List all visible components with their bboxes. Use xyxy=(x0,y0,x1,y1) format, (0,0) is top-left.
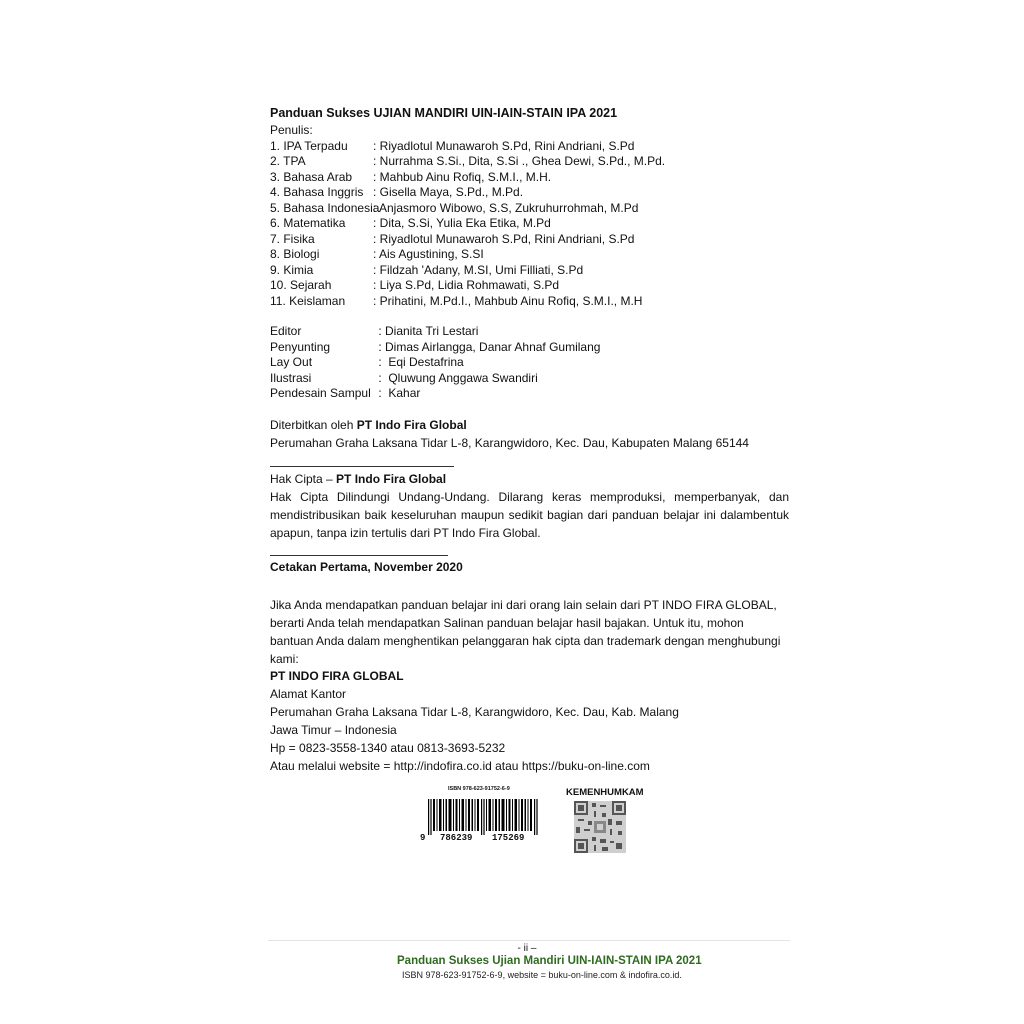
credit-row xyxy=(270,371,600,387)
credit-name: : Eqi Destafrina xyxy=(375,355,464,369)
author-subject: 5. Bahasa Indonesia xyxy=(270,200,380,215)
author-names: : Ais Agustining, S.SI xyxy=(373,247,484,261)
author-row xyxy=(270,185,665,201)
isbn-barcode xyxy=(420,786,540,846)
author-subject: 2. TPA xyxy=(270,154,306,168)
edition: Cetakan Pertama, November 2020 xyxy=(270,560,463,574)
credit-role: Editor xyxy=(270,324,302,338)
author-names: : Fildzah 'Adany, M.SI, Umi Filliati, S.Pd xyxy=(373,262,584,277)
author-subject: 4. Bahasa Inggris xyxy=(270,185,364,199)
author-row xyxy=(270,278,665,294)
contact-company: PT INDO FIRA GLOBAL xyxy=(270,669,404,683)
author-names: : Riyadlotul Munawaroh S.Pd, Rini Andriani, S.Pd xyxy=(373,138,635,153)
credit-role: Ilustrasi xyxy=(270,370,312,385)
qr-code-icon xyxy=(574,801,626,853)
credit-row xyxy=(270,324,600,340)
penulis-heading xyxy=(270,123,665,139)
barcode-bars xyxy=(428,799,540,835)
author-row xyxy=(270,263,665,279)
credit-row xyxy=(270,386,600,402)
copyright-name: PT Indo Fira Global xyxy=(336,472,447,486)
credit-role: Penyunting xyxy=(270,339,331,354)
author-subject: 10. Sejarah xyxy=(270,278,332,292)
warning-text: Jika Anda mendapatkan panduan belajar ini dari orang lain selain dari PT INDO FIRA GLOBAL, berarti Anda telah mendapatkan Salinan panduan belajar hasil bajakan. Untuk itu, mohon bantuan Anda dalam menghentikan pelanggaran hak cipta dan trademark dengan menghubungi kami: xyxy=(270,598,781,666)
page-number: - ii – xyxy=(517,943,537,954)
copyright-line xyxy=(270,472,446,487)
kemenhumkam-label: KEMENHUMKAM xyxy=(566,787,644,798)
copyright-label: Hak Cipta – xyxy=(270,472,337,486)
website: Atau melalui website = http://indofira.co.id atau https://buku-on-line.com xyxy=(270,759,650,773)
author-names: : Prihatini, M.Pd.I., Mahbub Ainu Rofiq, S.M.I., M.H xyxy=(373,293,643,308)
publisher-line xyxy=(270,418,467,433)
author-subject: 1. IPA Terpadu xyxy=(270,138,348,153)
barcode-isbn-label: ISBN 978-623-91752-6-9 xyxy=(448,786,510,792)
credit-name: : Dimas Airlangga, Danar Ahnaf Gumilang xyxy=(375,339,601,354)
barcode-digits-2: 175269 xyxy=(492,833,525,843)
publisher-label: Diterbitkan oleh xyxy=(270,418,357,432)
office-address-2: Jawa Timur – Indonesia xyxy=(270,723,397,737)
credit-row xyxy=(270,340,600,356)
author-names: : Gisella Maya, S.Pd., M.Pd. xyxy=(373,185,524,199)
credit-role: Lay Out xyxy=(270,355,313,369)
author-row xyxy=(270,247,665,263)
footer-title: Panduan Sukses Ujian Mandiri UIN-IAIN-STAIN IPA 2021 xyxy=(397,955,702,967)
author-row xyxy=(270,216,665,232)
author-names: : Anjasmoro Wibowo, S.S, Zukruhurrohmah, M.Pd xyxy=(373,200,639,215)
penulis-label: Penulis: xyxy=(270,123,313,137)
office-address-1: Perumahan Graha Laksana Tidar L-8, Karangwidoro, Kec. Dau, Kab. Malang xyxy=(270,705,679,719)
footer-divider xyxy=(268,940,790,941)
phone: Hp = 0823-3558-1340 atau 0813-3693-5232 xyxy=(270,741,506,755)
credit-name: : Dianita Tri Lestari xyxy=(375,324,479,338)
author-names: : Mahbub Ainu Rofiq, S.M.I., M.H. xyxy=(373,169,552,184)
author-names: : Dita, S.Si, Yulia Eka Etika, M.Pd xyxy=(373,216,551,230)
author-names: : Riyadlotul Munawaroh S.Pd, Rini Andriani, S.Pd xyxy=(373,231,635,246)
credit-name: : Kahar xyxy=(375,386,421,400)
author-subject: 6. Matematika xyxy=(270,216,346,230)
author-subject: 11. Keislaman xyxy=(270,293,346,308)
author-row xyxy=(270,294,665,310)
credits-list xyxy=(270,324,600,402)
author-row xyxy=(270,139,665,155)
credit-name: : Qluwung Anggawa Swandiri xyxy=(375,370,538,385)
author-row xyxy=(270,232,665,248)
author-row xyxy=(270,154,665,170)
authors-list xyxy=(270,123,665,309)
copyright-text: Hak Cipta Dilindungi Undang-Undang. Dilarang keras memproduksi, memperbanyak, dan mendistribusikan baik keseluruhan maupun sedikit bagian dari panduan belajar ini dalambentuk apapun, tanpa izin tertulis dari PT Indo Fira Global. xyxy=(270,490,789,540)
publisher-name: PT Indo Fira Global xyxy=(356,418,467,432)
author-row xyxy=(270,201,665,217)
author-subject: 7. Fisika xyxy=(270,231,315,246)
divider xyxy=(270,466,454,467)
credit-role: Pendesain Sampul xyxy=(270,386,371,400)
credit-row xyxy=(270,355,600,371)
author-subject: 9. Kimia xyxy=(270,262,314,277)
divider xyxy=(270,555,448,556)
footer-isbn: ISBN 978-623-91752-6-9, website = buku-on-line.com & indofira.co.id. xyxy=(402,970,682,980)
author-subject: 3. Bahasa Arab xyxy=(270,169,353,184)
author-row xyxy=(270,170,665,186)
barcode-digit-lead: 9 xyxy=(420,833,426,843)
document-title: Panduan Sukses UJIAN MANDIRI UIN-IAIN-STAIN IPA 2021 xyxy=(270,106,618,120)
author-subject: 8. Biologi xyxy=(270,247,320,261)
author-names: : Liya S.Pd, Lidia Rohmawati, S.Pd xyxy=(373,278,560,292)
barcode-digits-1: 786239 xyxy=(440,833,473,843)
author-names: : Nurrahma S.Si., Dita, S.Si ., Ghea Dewi, S.Pd., M.Pd. xyxy=(373,154,666,168)
contact-block xyxy=(270,667,679,775)
publisher-address: Perumahan Graha Laksana Tidar L-8, Karangwidoro, Kec. Dau, Kabupaten Malang 65144 xyxy=(270,436,749,450)
office-label: Alamat Kantor xyxy=(270,687,347,701)
